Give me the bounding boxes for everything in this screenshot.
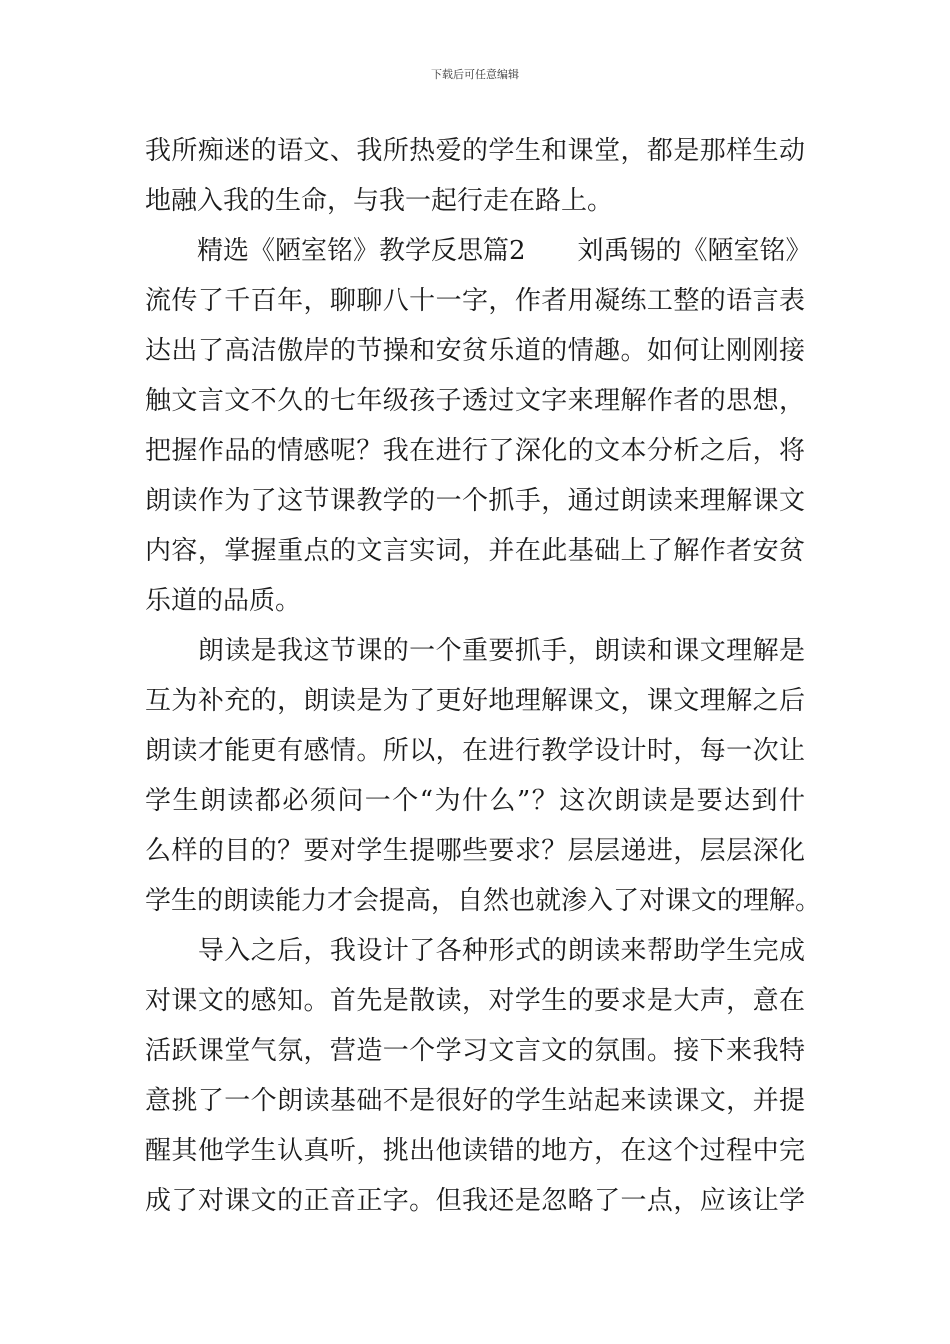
text-line: 流传了千百年，聊聊八十一字，作者用凝练工整的语言表: [145, 286, 805, 316]
text-line: 么样的目的？要对学生提哪些要求？层层递进，层层深化: [145, 836, 805, 866]
text-line: 对课文的感知。首先是散读，对学生的要求是大声，意在: [145, 986, 805, 1016]
text-line: 朗读是我这节课的一个重要抓手，朗读和课文理解是: [145, 636, 805, 666]
text-line: 成了对课文的正音正字。但我还是忽略了一点，应该让学: [145, 1186, 805, 1216]
text-line: 把握作品的情感呢？我在进行了深化的文本分析之后，将: [145, 436, 805, 466]
text-line: 朗读才能更有感情。所以，在进行教学设计时，每一次让: [145, 736, 805, 766]
text-line: 导入之后，我设计了各种形式的朗读来帮助学生完成: [145, 936, 805, 966]
text-line: 活跃课堂气氛，营造一个学习文言文的氛围。接下来我特: [145, 1036, 805, 1066]
text-line: 我所痴迷的语文、我所热爱的学生和课堂，都是那样生动: [145, 136, 805, 166]
text-line: 意挑了一个朗读基础不是很好的学生站起来读课文，并提: [145, 1086, 805, 1116]
text-line: 学生朗读都必须问一个“为什么”？这次朗读是要达到什: [145, 786, 805, 816]
text-line: 乐道的品质。: [145, 586, 302, 616]
text-line: 朗读作为了这节课教学的一个抓手，通过朗读来理解课文: [145, 486, 805, 516]
text-line: 内容，掌握重点的文言实词，并在此基础上了解作者安贫: [145, 536, 805, 566]
body-text: [145, 126, 822, 1226]
text-line: 学生的朗读能力才会提高，自然也就渗入了对课文的理解。: [145, 886, 822, 916]
text-line: 地融入我的生命，与我一起行走在路上。: [145, 186, 614, 216]
text-line: 达出了高洁傲岸的节操和安贫乐道的情趣。如何让刚刚接: [145, 336, 805, 366]
text-line: 醒其他学生认真听，挑出他读错的地方，在这个过程中完: [145, 1136, 805, 1166]
text-line: 精选《陋室铭》教学反思篇2 刘禹锡的《陋室铭》: [145, 236, 812, 266]
text-line: 互为补充的，朗读是为了更好地理解课文，课文理解之后: [145, 686, 805, 716]
text-line: 触文言文不久的七年级孩子透过文字来理解作者的思想，: [145, 386, 805, 416]
page-header-note: 下载后可任意编辑: [431, 68, 519, 81]
